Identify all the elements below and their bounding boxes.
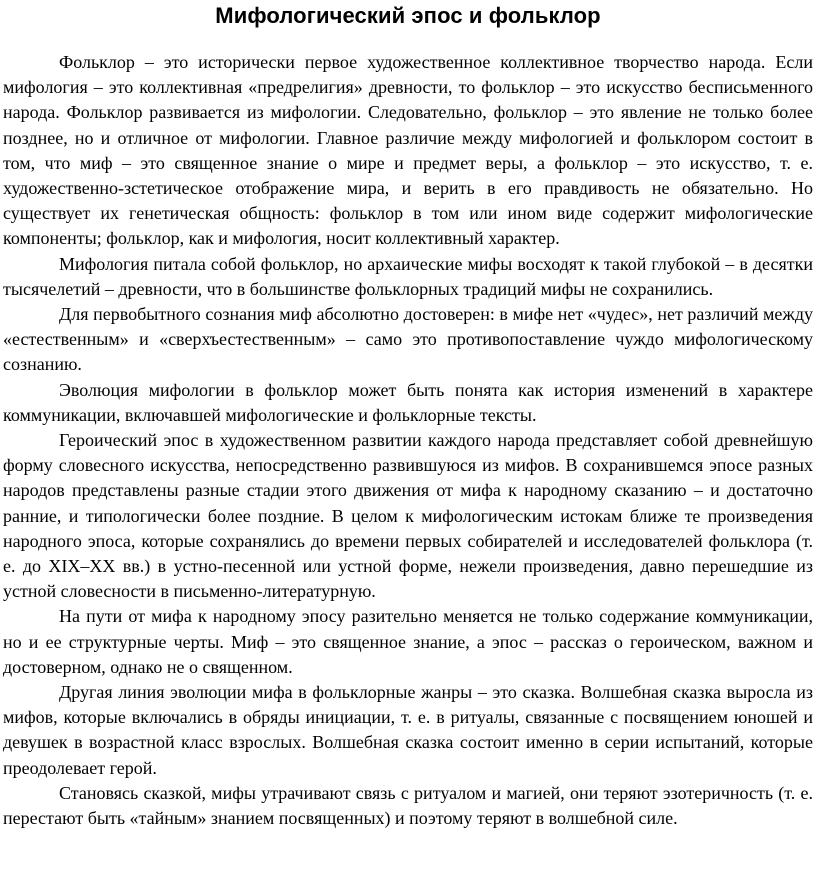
paragraph: Героический эпос в художественном развитии каждого народа представляет собой древнейшую форму словесного искусства, непосредственно развившуюся из мифов. В сохранившемся эпосе разных народов представлены разные стадии этого движения от мифа к народному сказанию – и достаточно ранние, и типологически более поздние. В целом к мифологическим истокам ближе те произведения народного эпоса, которые сохранялись до времени первых собирателей и исследователей фольклора (т. е. до XIX–XX вв.) в устно-песенной или устной форме, нежели произведения, давно перешедшие из устной словесности в письменно-литературную. <box>3 430 813 602</box>
paragraph: Фольклор – это исторически первое художественное коллективное творчество народа. Если мифология – это коллективная «предрелигия» древности, то фольклор – это искусство бесписьменного народа. Фольклор развивается из мифологии. Следовательно, фольклор – это явление не только более позднее, но и отличное от мифологии. Главное различие между мифологией и фольклором состоит в том, что миф – это священное знание о мире и предмет веры, а фольклор – это искусство, т. е. художественно-зстетическое отображение мира, и верить в его правдивость не обязательно. Но существует их генетическая общность: фольклор в том или ином виде содержит мифологические компоненты; фольклор, как и мифология, носит коллективный характер. <box>3 52 813 249</box>
paragraph: Становясь сказкой, мифы утрачивают связь с ритуалом и магией, они теряют эзотеричность (т. е. перестают быть «тайным» знанием посвященных) и поэтому теряют в волшебной силе. <box>3 782 813 829</box>
document-title: Мифологический эпос и фольклор <box>215 3 601 28</box>
paragraph: На пути от мифа к народному эпосу разительно меняется не только содержание коммуникации, но и ее структурные черты. Миф – это священное знание, а эпос – рассказ о героическом, важном и достоверном, однако не о священном. <box>3 606 813 677</box>
paragraph: Другая линия эволюции мифа в фольклорные жанры – это сказка. Волшебная сказка выросла из мифов, которые включались в обряды инициации, т. е. в ритуалы, связанные с посвящением юношей и девушек в возрастной класс взрослых. Волшебная сказка состоит именно в серии испытаний, которые преодолевает герой. <box>3 682 813 778</box>
paragraph: Для первобытного сознания миф абсолютно достоверен: в мифе нет «чудес», нет различий между «естественным» и «сверхъестественным» – само это противопоставление чуждо мифологическому сознанию. <box>3 304 813 375</box>
document-body <box>3 50 813 831</box>
paragraph: Эволюция мифологии в фольклор может быть понята как история изменений в характере коммуникации, включавшей мифологические и фольклорные тексты. <box>3 379 813 425</box>
paragraph: Мифология питала собой фольклор, но архаические мифы восходят к такой глубокой – в десятки тысячелетий – древности, что в большинстве фольклорных традиций мифы не сохранились. <box>3 253 813 299</box>
